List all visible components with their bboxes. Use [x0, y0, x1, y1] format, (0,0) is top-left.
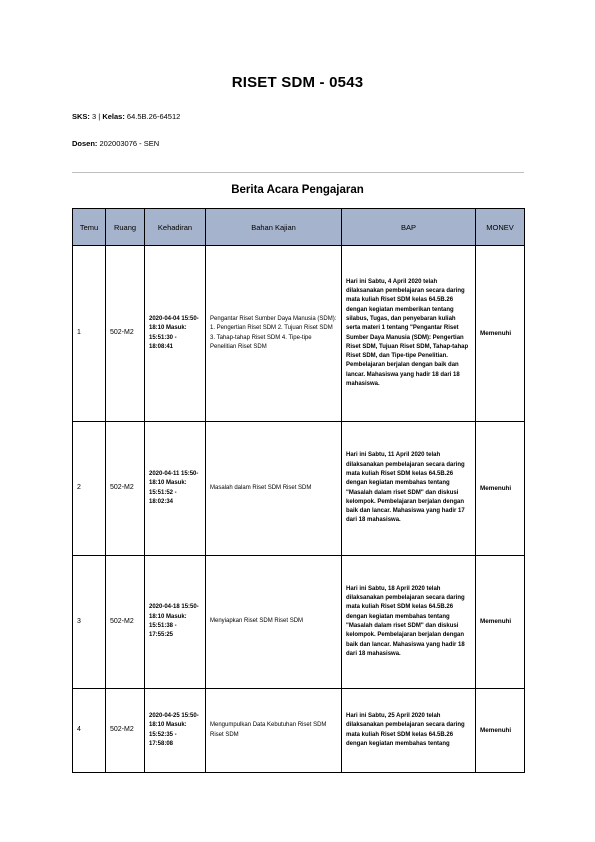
table-row: [73, 689, 525, 773]
col-header-ruang: Ruang: [106, 209, 145, 246]
divider: [72, 172, 524, 173]
col-header-bahan-kajian: Bahan Kajian: [206, 209, 342, 246]
ruang-cell: 502-M2: [106, 689, 145, 773]
monev-cell: Memenuhi: [476, 689, 525, 773]
bap-cell: Hari ini Sabtu, 18 April 2020 telah dilaksanakan pembelajaran secara daring mata kuliah Riset SDM kelas 64.5B.26 dengan kegiatan membahas tentang "Masalah dalam riset SDM" dan diskusi kelompok. Pembelajaran berjalan dengan baik dan lancar. Mahasiswa yang hadir 18 dari 18 mahasiswa.: [342, 556, 476, 689]
monev-cell: Memenuhi: [476, 422, 525, 556]
monev-cell: Memenuhi: [476, 556, 525, 689]
sks-value: 3: [92, 112, 97, 121]
monev-cell: Memenuhi: [476, 246, 525, 422]
table-row: [73, 556, 525, 689]
dosen-label: Dosen: [72, 139, 95, 148]
table-row: [73, 246, 525, 422]
temu-cell: 3: [73, 556, 106, 689]
bahan-kajian-cell: Pengantar Riset Sumber Daya Manusia (SDM): 1. Pengertian Riset SDM 2. Tujuan Riset SDM 3. Tahap-tahap Riset SDM 4. Tipe-tipe Penelitian Riset SDM: [206, 246, 342, 422]
kelas-value: 64.5B.26-64512: [126, 112, 181, 121]
ruang-cell: 502-M2: [106, 422, 145, 556]
col-header-kehadiran: Kehadiran: [145, 209, 206, 246]
temu-cell: 2: [73, 422, 106, 556]
ruang-cell: 502-M2: [106, 556, 145, 689]
col-header-monev: MONEV: [476, 209, 525, 246]
col-header-temu: Temu: [73, 209, 106, 246]
kelas-label: Kelas: [102, 112, 123, 121]
bahan-kajian-cell: Menyiapkan Riset SDM Riset SDM: [206, 556, 342, 689]
kehadiran-cell: 2020-04-25 15:50-18:10 Masuk: 15:52:35 - 17:58:08: [145, 689, 206, 773]
course-meta: SKS: 3 | Kelas: 64.5B.26-64512: [72, 112, 181, 121]
bahan-kajian-cell: Mengumpulkan Data Kebutuhan Riset SDM Riset SDM: [206, 689, 342, 773]
lecturer-meta: Dosen: 202003076 - SEN: [72, 139, 160, 148]
dosen-value: 202003076 - SEN: [99, 139, 160, 148]
section-title: Berita Acara Pengajaran: [231, 184, 364, 196]
bap-cell: Hari ini Sabtu, 11 April 2020 telah dilaksanakan pembelajaran secara daring mata kuliah Riset SDM kelas 64.5B.26 dengan kegiatan membahas tentang "Masalah dalam riset SDM" dan diskusi kelompok. Pembelajaran berjalan dengan baik dan lancar. Mahasiswa yang hadir 17 dari 18 mahasiswa.: [342, 422, 476, 556]
kehadiran-cell: 2020-04-18 15:50-18:10 Masuk: 15:51:38 - 17:55:25: [145, 556, 206, 689]
col-header-bap: BAP: [342, 209, 476, 246]
kehadiran-cell: 2020-04-04 15:50-18:10 Masuk: 15:51:30 - 18:08:41: [145, 246, 206, 422]
temu-cell: 4: [73, 689, 106, 773]
page-title: RISET SDM - 0543: [231, 74, 364, 91]
bap-cell: Hari ini Sabtu, 4 April 2020 telah dilaksanakan pembelajaran secara daring mata kuliah Riset SDM kelas 64.5B.26 dengan kegiatan memberikan tentang silabus, Tugas, dan penyebaran kuliah serta materi 1 tentang "Pengantar Riset Sumber Daya Manusia (SDM): Pengertian Riset SDM, Tujuan Riset SDM, Tahap-tahap Riset SDM, dan Tipe-tipe Penelitian. Pembelajaran berjalan dengan baik dan lancar. Mahasiswa yang hadir 18 dari 18 mahasiswa.: [342, 246, 476, 422]
sks-label: SKS: [72, 112, 88, 121]
bap-table: [72, 208, 525, 773]
bap-cell: Hari ini Sabtu, 25 April 2020 telah dilaksanakan pembelajaran secara daring mata kuliah Riset SDM kelas 64.5B.26 dengan kegiatan membahas tentang: [342, 689, 476, 773]
temu-cell: 1: [73, 246, 106, 422]
bahan-kajian-cell: Masalah dalam Riset SDM Riset SDM: [206, 422, 342, 556]
table-row: [73, 422, 525, 556]
table-header-row: [73, 209, 525, 246]
ruang-cell: 502-M2: [106, 246, 145, 422]
kehadiran-cell: 2020-04-11 15:50-18:10 Masuk: 15:51:52 - 18:02:34: [145, 422, 206, 556]
